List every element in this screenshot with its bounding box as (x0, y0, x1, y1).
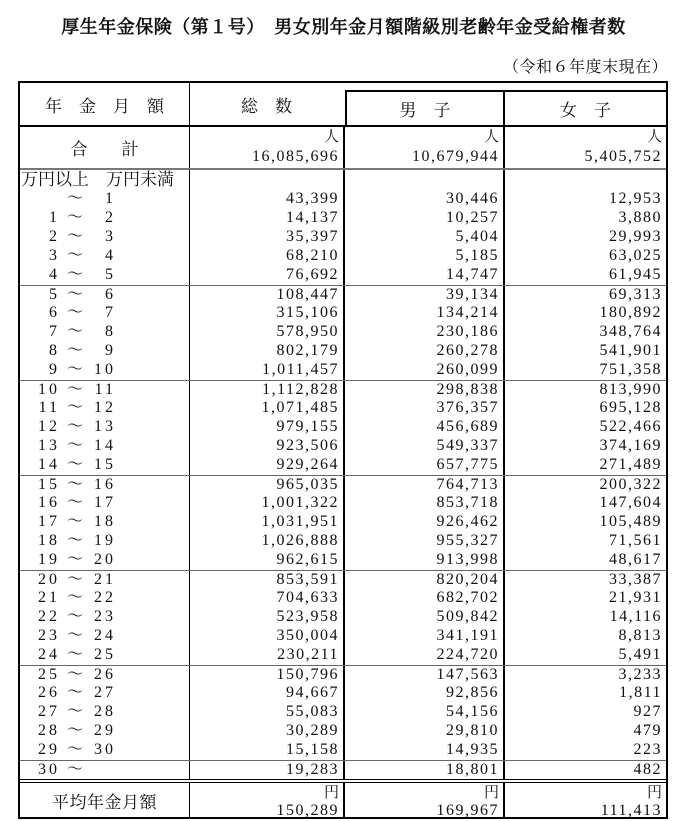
range-tilde: ～ (66, 571, 83, 588)
range-upper: 9 (105, 342, 116, 359)
table-row (20, 304, 666, 323)
female-cell (505, 783, 666, 817)
range-upper: 14 (94, 437, 116, 454)
range-tilde: ～ (66, 286, 83, 303)
range-tilde: ～ (66, 437, 83, 454)
range-upper: 19 (94, 532, 116, 549)
female-cell: 8,813 (618, 627, 662, 644)
range-tilde: ～ (66, 646, 83, 663)
male-cell: 14,747 (345, 266, 505, 285)
range-cell (20, 532, 190, 551)
range-cell (20, 381, 190, 399)
range-tilde: ～ (66, 666, 83, 683)
table-row (20, 646, 666, 665)
female-cell: 223 (633, 741, 662, 758)
female-cell: 522,466 (599, 418, 662, 435)
total-cell: 704,633 (190, 589, 345, 608)
range-cell (20, 361, 190, 380)
range-cell (20, 741, 190, 760)
range-tilde: ～ (66, 532, 83, 549)
table-row (20, 760, 666, 779)
male-cell: 955,327 (345, 532, 505, 551)
male-cell: 549,337 (345, 437, 505, 456)
range-upper (90, 761, 116, 779)
male-cell: 5,404 (345, 228, 505, 247)
range-lower: 26 (38, 684, 60, 701)
range-cell (20, 684, 190, 703)
table-row (20, 266, 666, 285)
range-tilde: ～ (66, 342, 83, 359)
table-header-row (20, 83, 666, 125)
female-cell: 3,880 (618, 209, 662, 226)
col-header-female: 女 子 (560, 101, 611, 120)
range-upper: 26 (94, 666, 116, 683)
female-cell: 48,617 (609, 551, 662, 568)
table-row (20, 418, 666, 437)
male-cell: 820,204 (345, 571, 505, 589)
range-cell (20, 286, 190, 304)
female-cell: 3,233 (618, 666, 662, 683)
male-cell: 764,713 (345, 476, 505, 494)
range-tilde: ～ (66, 722, 83, 739)
range-cell (20, 494, 190, 513)
female-cell: 482 (633, 761, 662, 778)
range-cell (20, 646, 190, 665)
female-cell: 12,953 (609, 190, 662, 207)
female-cell: 14,116 (609, 608, 662, 625)
range-upper: 16 (94, 476, 116, 493)
range-cell (20, 209, 190, 228)
range-lower: 23 (38, 627, 60, 644)
range-lower: 2 (49, 228, 60, 245)
total-cell: 1,112,828 (190, 381, 345, 399)
total-row (20, 125, 666, 168)
range-tilde: ～ (66, 608, 83, 625)
unit-yen: 円 (646, 785, 662, 801)
male-cell: 926,462 (345, 513, 505, 532)
table-row (20, 741, 666, 760)
range-lower: 30 (38, 761, 60, 778)
female-cell: 5,491 (618, 646, 662, 663)
female-cell (505, 127, 666, 168)
range-upper: 25 (94, 646, 116, 663)
range-upper: 11 (94, 381, 116, 398)
col-header-range: 年 金 月 額 (20, 83, 190, 125)
female-cell: 813,990 (599, 381, 662, 398)
female-cell: 927 (633, 703, 662, 720)
unit-person: 人 (483, 129, 499, 145)
range-lower: 5 (49, 286, 60, 303)
average-row (20, 779, 666, 817)
range-upper: 20 (94, 551, 116, 568)
unit-person: 人 (646, 129, 662, 145)
range-lower: 27 (38, 703, 60, 720)
male-cell (345, 127, 505, 168)
male-cell: 18,801 (345, 761, 505, 779)
male-cell: 682,702 (345, 589, 505, 608)
range-tilde: ～ (66, 418, 83, 435)
table-row (20, 342, 666, 361)
total-cell: 315,106 (190, 304, 345, 323)
male-cell: 39,134 (345, 286, 505, 304)
range-cell (20, 399, 190, 418)
range-tilde: ～ (66, 266, 83, 283)
male-cell: 376,357 (345, 399, 505, 418)
range-upper: 18 (94, 513, 116, 530)
range-upper: 28 (94, 703, 116, 720)
range-lower: 20 (38, 571, 60, 588)
male-cell: 509,842 (345, 608, 505, 627)
date-note: （令和６年度末現在） (502, 59, 668, 76)
total-cell: 1,011,457 (190, 361, 345, 380)
range-upper: 21 (94, 571, 116, 588)
male-cell: 341,191 (345, 627, 505, 646)
range-upper: 12 (94, 399, 116, 416)
range-upper: 22 (94, 589, 116, 606)
range-cell (20, 476, 190, 494)
range-tilde: ～ (66, 494, 83, 511)
male-cell: 134,214 (345, 304, 505, 323)
total-value: 16,085,696 (252, 148, 339, 165)
table-row (20, 399, 666, 418)
range-upper: 24 (94, 627, 116, 644)
range-lower: 9 (49, 361, 60, 378)
total-cell: 802,179 (190, 342, 345, 361)
range-upper: 3 (105, 228, 116, 245)
range-lower: 18 (38, 532, 60, 549)
range-lower: 13 (38, 437, 60, 454)
range-cell (20, 722, 190, 741)
male-cell (345, 783, 505, 817)
female-cell: 63,025 (609, 247, 662, 264)
table-row (20, 228, 666, 247)
range-tilde: ～ (66, 323, 83, 340)
total-cell: 979,155 (190, 418, 345, 437)
range-cell (20, 627, 190, 646)
empty-cell (345, 170, 505, 190)
table-row (20, 247, 666, 266)
range-lower: 8 (49, 342, 60, 359)
range-cell (20, 761, 190, 779)
range-upper: 6 (105, 286, 116, 303)
male-cell: 224,720 (345, 646, 505, 665)
range-tilde: ～ (66, 684, 83, 701)
range-tilde: ～ (66, 703, 83, 720)
range-upper: 8 (105, 323, 116, 340)
table-row (20, 190, 666, 209)
range-lower: 12 (38, 418, 60, 435)
pension-table (18, 81, 668, 819)
range-lower: 19 (38, 551, 60, 568)
range-cell (20, 666, 190, 684)
female-cell: 180,892 (599, 304, 662, 321)
total-cell: 578,950 (190, 323, 345, 342)
range-tilde: ～ (66, 247, 83, 264)
female-cell: 21,931 (609, 589, 662, 606)
range-cell (20, 342, 190, 361)
male-cell: 298,838 (345, 381, 505, 399)
empty-cell (505, 170, 666, 190)
male-cell: 456,689 (345, 418, 505, 437)
male-cell: 10,257 (345, 209, 505, 228)
range-cell (20, 418, 190, 437)
range-lower: 25 (38, 666, 60, 683)
range-upper: 2 (105, 209, 116, 226)
range-upper: 15 (94, 456, 116, 473)
table-body (20, 190, 666, 779)
total-cell: 962,615 (190, 551, 345, 570)
range-upper: 17 (94, 494, 116, 511)
table-row (20, 209, 666, 228)
range-lower: 6 (49, 304, 60, 321)
range-lower: 24 (38, 646, 60, 663)
male-cell: 853,718 (345, 494, 505, 513)
total-cell: 15,158 (190, 741, 345, 760)
range-upper: 5 (105, 266, 116, 283)
range-tilde: ～ (66, 190, 83, 207)
total-cell: 1,026,888 (190, 532, 345, 551)
female-cell: 751,358 (599, 361, 662, 378)
range-lower: 4 (49, 266, 60, 283)
table-row (20, 456, 666, 475)
table-row (20, 627, 666, 646)
range-tilde: ～ (66, 209, 83, 226)
range-lower: 16 (38, 494, 60, 511)
table-row (20, 589, 666, 608)
table-row (20, 551, 666, 570)
total-cell: 1,001,322 (190, 494, 345, 513)
total-cell: 230,211 (190, 646, 345, 665)
range-cell (20, 513, 190, 532)
range-cell (20, 571, 190, 589)
range-lower: 7 (49, 323, 60, 340)
total-cell: 35,397 (190, 228, 345, 247)
total-cell: 76,692 (190, 266, 345, 285)
male-cell: 54,156 (345, 703, 505, 722)
range-lower: 11 (38, 399, 60, 416)
range-cell (20, 190, 190, 209)
female-cell: 29,993 (609, 228, 662, 245)
male-female-header-group (345, 83, 666, 125)
female-value: 111,413 (600, 802, 662, 819)
table-row (20, 684, 666, 703)
female-cell: 695,128 (599, 399, 662, 416)
range-upper: 10 (94, 361, 116, 378)
table-row (20, 608, 666, 627)
col-header-total: 総 数 (241, 96, 292, 116)
range-cell (20, 247, 190, 266)
total-cell: 68,210 (190, 247, 345, 266)
table-row (20, 494, 666, 513)
range-upper: 30 (94, 741, 116, 758)
unit-person: 人 (323, 129, 339, 145)
female-cell: 200,322 (599, 476, 662, 493)
range-lower: 22 (38, 608, 60, 625)
total-cell: 108,447 (190, 286, 345, 304)
female-value: 5,405,752 (584, 148, 662, 165)
range-cell (20, 304, 190, 323)
unit-yen: 円 (323, 785, 339, 801)
male-cell: 147,563 (345, 666, 505, 684)
male-value: 169,967 (436, 802, 499, 819)
female-cell: 147,604 (599, 494, 662, 511)
range-cell (20, 323, 190, 342)
range-tilde: ～ (66, 589, 83, 606)
table-row (20, 665, 666, 684)
table-row (20, 437, 666, 456)
total-cell: 965,035 (190, 476, 345, 494)
range-lower: 17 (38, 513, 60, 530)
range-unit-label: 万円以上 万円未満 (20, 170, 190, 190)
female-cell: 271,489 (599, 456, 662, 473)
total-cell: 853,591 (190, 571, 345, 589)
total-cell: 523,958 (190, 608, 345, 627)
male-cell: 29,810 (345, 722, 505, 741)
range-tilde: ～ (66, 761, 83, 778)
average-row-label: 平均年金月額 (20, 783, 190, 817)
total-cell: 30,289 (190, 722, 345, 741)
range-cell (20, 608, 190, 627)
range-lower: 21 (38, 589, 60, 606)
total-row-label: 合 計 (20, 127, 190, 168)
range-tilde: ～ (66, 551, 83, 568)
range-lower: 15 (38, 476, 60, 493)
range-lower: 28 (38, 722, 60, 739)
range-tilde: ～ (66, 456, 83, 473)
total-cell: 923,506 (190, 437, 345, 456)
range-upper: 29 (94, 722, 116, 739)
female-cell: 105,489 (599, 513, 662, 530)
male-cell: 230,186 (345, 323, 505, 342)
range-tilde: ～ (66, 513, 83, 530)
total-cell (190, 783, 345, 817)
range-tilde: ～ (66, 741, 83, 758)
range-unit-row (20, 168, 666, 190)
range-lower: 14 (38, 456, 60, 473)
range-tilde: ～ (66, 361, 83, 378)
table-row (20, 722, 666, 741)
total-cell: 19,283 (190, 761, 345, 779)
female-cell: 71,561 (609, 532, 662, 549)
female-cell: 348,764 (599, 323, 662, 340)
range-upper: 1 (105, 190, 116, 207)
female-cell: 541,901 (599, 342, 662, 359)
male-cell: 657,775 (345, 456, 505, 475)
male-cell: 92,856 (345, 684, 505, 703)
female-cell: 61,945 (609, 266, 662, 283)
female-cell: 479 (633, 722, 662, 739)
unit-yen: 円 (483, 785, 499, 801)
table-row (20, 380, 666, 399)
range-lower (20, 190, 60, 209)
range-tilde: ～ (66, 304, 83, 321)
range-upper: 7 (105, 304, 116, 321)
page-title: 厚生年金保険（第１号） 男女別年金月額階級別老齢年金受給権者数 (61, 17, 626, 37)
total-cell: 150,796 (190, 666, 345, 684)
total-cell: 350,004 (190, 627, 345, 646)
male-cell: 260,099 (345, 361, 505, 380)
range-cell (20, 456, 190, 475)
range-upper: 13 (94, 418, 116, 435)
range-tilde: ～ (66, 476, 83, 493)
total-cell (190, 127, 345, 168)
range-lower: 1 (49, 209, 60, 226)
male-cell: 5,185 (345, 247, 505, 266)
table-row (20, 532, 666, 551)
total-value: 150,289 (276, 802, 339, 819)
range-cell (20, 551, 190, 570)
range-upper: 23 (94, 608, 116, 625)
range-cell (20, 589, 190, 608)
total-cell: 55,083 (190, 703, 345, 722)
male-cell: 30,446 (345, 190, 505, 209)
total-cell: 94,667 (190, 684, 345, 703)
male-cell: 14,935 (345, 741, 505, 760)
total-cell: 43,399 (190, 190, 345, 209)
range-tilde: ～ (66, 627, 83, 644)
range-cell (20, 703, 190, 722)
table-row (20, 475, 666, 494)
female-cell: 374,169 (599, 437, 662, 454)
range-upper: 27 (94, 684, 116, 701)
range-lower: 10 (38, 381, 60, 398)
empty-cell (190, 170, 345, 190)
table-row (20, 513, 666, 532)
male-cell: 913,998 (345, 551, 505, 570)
range-tilde: ～ (66, 228, 83, 245)
male-female-header-box (345, 90, 666, 125)
range-cell (20, 266, 190, 285)
range-lower: 29 (38, 741, 60, 758)
table-row (20, 570, 666, 589)
female-cell: 1,811 (619, 684, 662, 701)
range-lower: 3 (49, 247, 60, 264)
col-header-male: 男 子 (347, 92, 505, 125)
total-cell: 1,031,951 (190, 513, 345, 532)
table-row (20, 285, 666, 304)
range-tilde: ～ (66, 399, 83, 416)
female-cell: 69,313 (609, 286, 662, 303)
male-cell: 260,278 (345, 342, 505, 361)
total-cell: 1,071,485 (190, 399, 345, 418)
total-cell: 929,264 (190, 456, 345, 475)
range-cell (20, 437, 190, 456)
table-row (20, 703, 666, 722)
female-cell: 33,387 (609, 571, 662, 588)
total-cell: 14,137 (190, 209, 345, 228)
table-row (20, 361, 666, 380)
male-value: 10,679,944 (412, 148, 499, 165)
range-tilde: ～ (66, 381, 83, 398)
range-upper: 4 (105, 247, 116, 264)
range-cell (20, 228, 190, 247)
table-row (20, 323, 666, 342)
